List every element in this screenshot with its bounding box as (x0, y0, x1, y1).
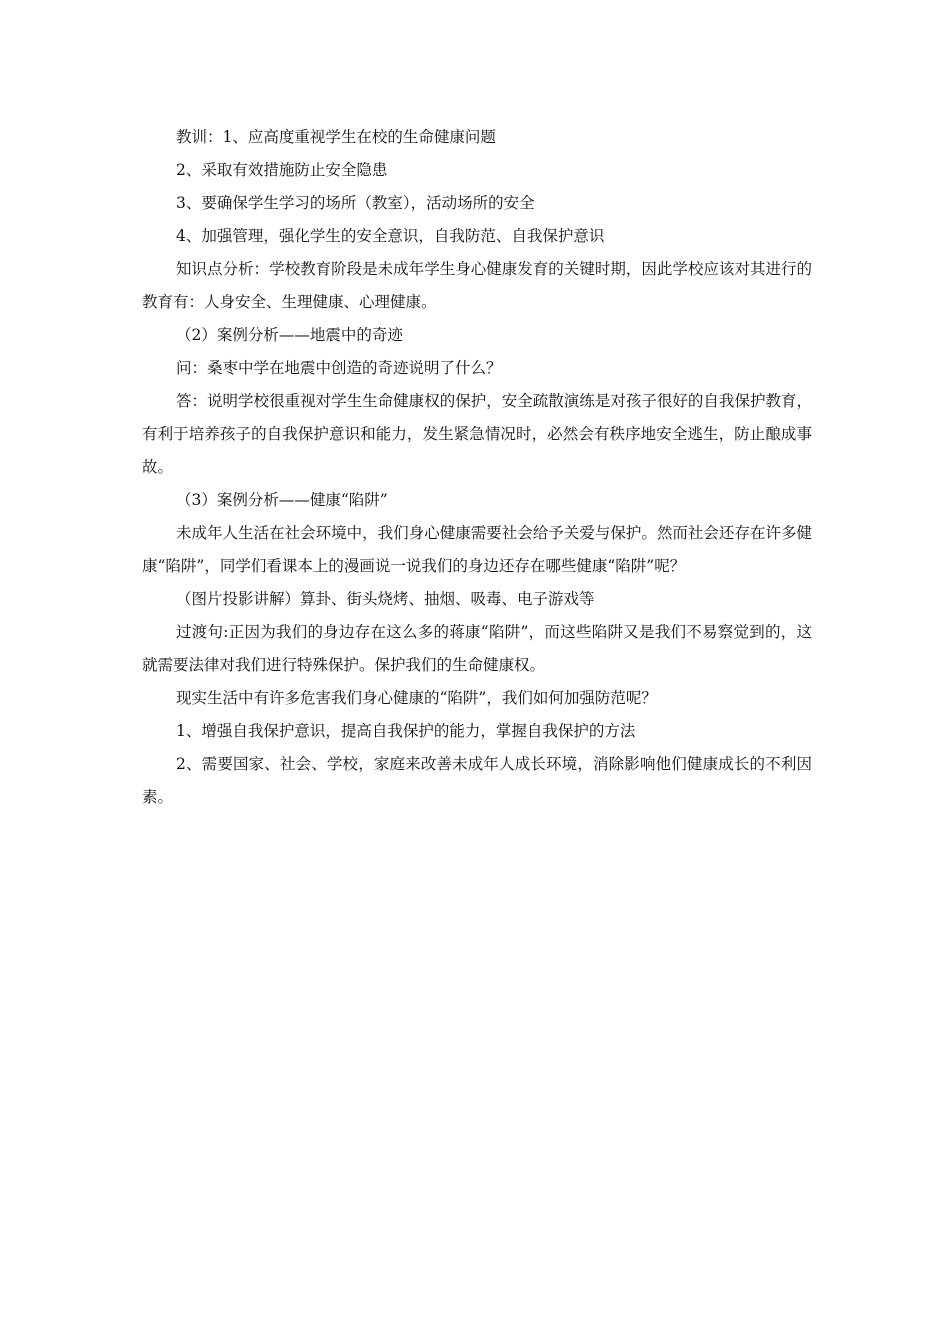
paragraph-prevention-2: 2、需要国家、社会、学校，家庭来改善未成年人成长环境，消除影响他们健康成长的不利因素。 (142, 755, 812, 806)
document-body (142, 121, 812, 814)
paragraph-answer: 答：说明学校很重视对学生生命健康权的保护，安全疏散演练是对孩子很好的自我保护教育，有利于培养孩子的自我保护意识和能力，发生紧急情况时，必然会有秩序地安全逃生，防止酿成事故。 (142, 392, 812, 476)
paragraph-social-environment: 未成年人生活在社会环境中，我们身心健康需要社会给予关爱与保护。然而社会还存在许多健康“陷阱”，同学们看课本上的漫画说一说我们的身边还存在哪些健康“陷阱”呢？ (142, 524, 812, 575)
section-heading-case-2: （2）案例分析——地震中的奇迹 (176, 326, 403, 344)
paragraph-question: 问：桑枣中学在地震中创造的奇迹说明了什么？ (176, 359, 502, 377)
paragraph-transition: 过渡句:正因为我们的身边存在这么多的蒋康“陷阱”，而这些陷阱又是我们不易察觉到的，这就需要法律对我们进行特殊保护。保护我们的生命健康权。 (142, 623, 812, 674)
section-heading-case-3: （3）案例分析——健康“陷阱” (176, 491, 388, 509)
paragraph-measure-4: 4、加强管理，强化学生的安全意识，自我防范、自我保护意识 (176, 227, 605, 245)
paragraph-measure-3: 3、要确保学生学习的场所（教室），活动场所的安全 (176, 194, 535, 212)
paragraph-knowledge-analysis: 知识点分析：学校教育阶段是未成年学生身心健康发育的关键时期，因此学校应该对其进行的教育有：人身安全、生理健康、心理健康。 (142, 260, 812, 311)
paragraph-lesson: 教训：1、应高度重视学生在校的生命健康问题 (176, 128, 496, 146)
paragraph-measure-2: 2、采取有效措施防止安全隐患 (176, 161, 388, 179)
paragraph-image-explanation: （图片投影讲解）算卦、街头烧烤、抽烟、吸毒、电子游戏等 (176, 590, 595, 608)
paragraph-prevention-question: 现实生活中有许多危害我们身心健康的“陷阱”，我们如何加强防范呢？ (176, 689, 657, 707)
paragraph-prevention-1: 1、增强自我保护意识，提高自我保护的能力，掌握自我保护的方法 (176, 722, 636, 740)
